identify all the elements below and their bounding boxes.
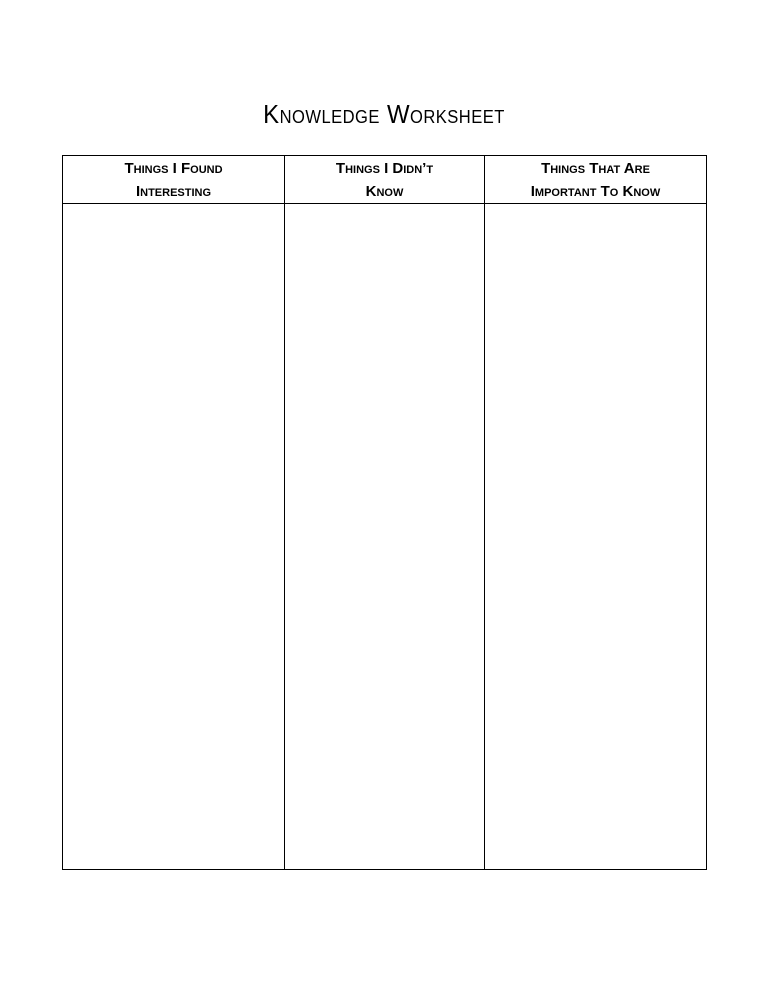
worksheet-table (62, 155, 707, 870)
column-header-didnt-know (285, 156, 485, 204)
column-header-line: Things I Didn’t (335, 159, 434, 177)
answer-cell-didnt-know[interactable] (285, 204, 485, 870)
column-header-interesting (63, 156, 285, 204)
column-header-line: Interesting (135, 182, 212, 200)
column-header-line: Important To Know (530, 182, 661, 200)
answer-row (63, 204, 707, 870)
page-title: Knowledge Worksheet (263, 99, 505, 129)
answer-cell-important[interactable] (485, 204, 707, 870)
column-header-line: Things I Found (124, 159, 223, 177)
column-header-line: Know (365, 182, 404, 200)
column-header-important (485, 156, 707, 204)
answer-cell-interesting[interactable] (63, 204, 285, 870)
column-header-line: Things That Are (541, 159, 650, 177)
header-row (63, 156, 707, 204)
